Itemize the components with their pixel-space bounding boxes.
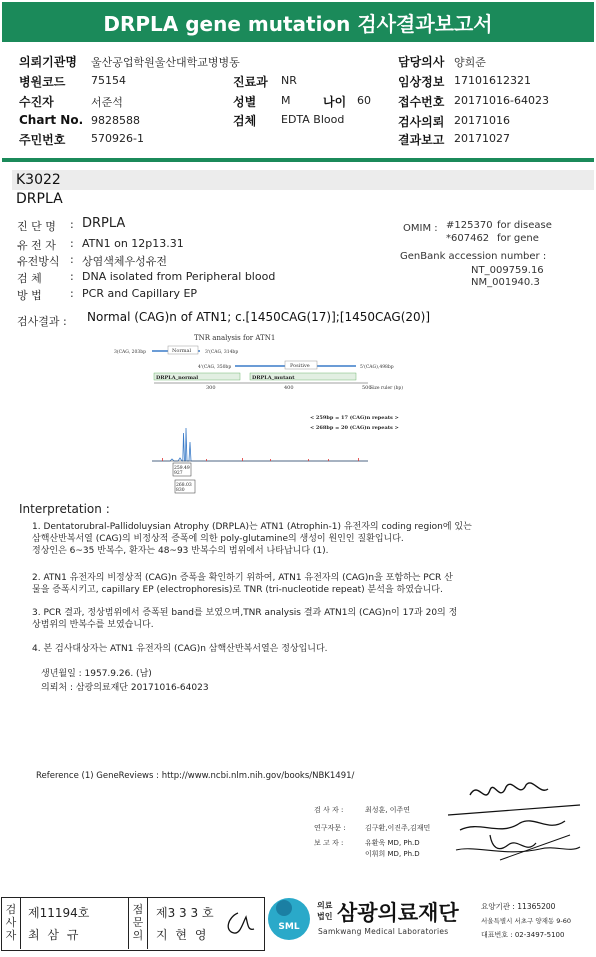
tick-400: 400 <box>284 385 294 391</box>
test-name: DRPLA <box>16 191 63 207</box>
tick-300: 300 <box>206 385 216 391</box>
omim-gene: *607462 <box>446 233 490 244</box>
specimen-value: EDTA Blood <box>281 113 345 126</box>
mode-value: 상염색체우성유전 <box>82 255 168 268</box>
method-label: 방 법 <box>17 289 42 302</box>
interpretation-heading: Interpretation : <box>19 502 110 516</box>
interpretation-p1 <box>32 521 587 557</box>
age-value: 60 <box>357 94 371 107</box>
dept-label: 진료과 <box>233 75 268 89</box>
report-value: 20171027 <box>454 132 510 145</box>
examiner-name: 최 삼 규 <box>28 928 81 942</box>
peak-2-height: 830 <box>176 488 185 493</box>
interp-p1-line2: 삼핵산반복서열 (CAG)의 비정상적 증폭에 의한 poly-glutamine의 생성이 원인인 질환입니다. <box>32 534 404 544</box>
figure-title: TNR analysis for ATN1 <box>194 334 276 342</box>
interp-p1-line3: 정상인은 6~35 반복수, 환자는 48~93 반복수의 범위에서 나타납니다 (1). <box>32 546 329 556</box>
specimen-label: 검체 <box>233 114 257 128</box>
genbank-1: NT_009759.16 <box>471 265 544 276</box>
reference: Reference (1) GeneReviews : http://www.ncbi.nlm.nih.gov/books/NBK1491/ <box>36 771 355 781</box>
patient-label: 수진자 <box>19 95 54 109</box>
mode-label: 유전방식 <box>17 255 60 268</box>
chart-label: Chart No. <box>19 113 84 127</box>
sample-label: 검 체 <box>17 272 42 285</box>
interp-p2-line1: 2. ATN1 유전자의 비정상적 (CAG)n 증폭을 확인하기 위하여, ATN1 유전자의 (CAG)n을 포함하는 PCR 산 <box>32 573 453 583</box>
result-value: Normal (CAG)n of ATN1; c.[1450CAG(17)];[1450CAG(20)] <box>87 310 431 324</box>
interpretation-p4: 4. 본 검사대상자는 ATN1 유전자의 (CAG)n 삼핵산반복서열은 정상입니다. <box>32 644 328 654</box>
researcher-names: 김구환,이진주,김재민 <box>365 824 431 832</box>
peak-2-size: 268.03 <box>176 483 192 488</box>
interp-p3-line2: 상범위의 반복수를 보였습니다. <box>32 620 154 630</box>
section-divider <box>2 158 594 162</box>
genbank-2: NM_001940.3 <box>471 277 540 288</box>
interp-p1-line1: 1. Dentatorubral-Pallidoluysian Atrophy (DRPLA)는 ATN1 (Atrophin-1) 유전자의 coding region에 있는 <box>32 522 472 532</box>
sex-label: 성별 <box>233 95 257 109</box>
normal-bar-label: DRPLA_normal <box>156 375 199 381</box>
org-name: 삼광의료재단 <box>337 901 459 925</box>
institution-label: 의뢰기관명 <box>19 55 77 69</box>
reporter-2: 이휘희 MD, Ph.D <box>365 850 420 858</box>
receipt-label: 접수번호 <box>398 95 445 109</box>
requester: 의뢰처 : 삼광의료재단 20171016-64023 <box>41 683 209 693</box>
examiner-names: 최성훈, 이주연 <box>365 806 411 814</box>
tick-500: 500 <box>362 385 372 391</box>
mid2-label: 4'(CAG, 350bp <box>198 365 232 370</box>
org-prefix-1: 의료 <box>317 901 333 910</box>
institution-value: 울산공업학원울산대학교병병동 <box>91 56 240 69</box>
reporter-1: 유환욱 MD, Ph.D <box>365 839 420 847</box>
omim-disease: #125370 <box>446 220 493 231</box>
examiner-stamp-label: 검사자 <box>5 903 17 942</box>
hospital-code-label: 병원코드 <box>19 75 66 89</box>
tnr-analysis-figure <box>110 330 430 500</box>
left-primer-label: 3(CAG, 203bp <box>114 350 146 355</box>
specialist-signature <box>220 905 258 940</box>
omim-disease-note: for disease <box>497 220 552 231</box>
org-code: 요양기관 : 11365200 <box>481 902 556 911</box>
chart-value: 9828588 <box>91 114 140 127</box>
org-phone: 대표번호 : 02-3497-5100 <box>481 931 565 939</box>
interp-p3-line1: 3. PCR 결과, 정상범위에서 증폭된 band를 보였으며,TNR analysis 결과 ATN1의 (CAG)n이 17과 20의 정 <box>32 608 458 618</box>
examiner-license-no: 제11194호 <box>28 906 90 920</box>
peak-1-size: 259.49 <box>174 466 190 471</box>
positive-label: Positive <box>290 363 310 369</box>
org-prefix-2: 법인 <box>317 912 333 921</box>
sex-value: M <box>281 94 291 107</box>
omim-gene-note: for gene <box>497 233 539 244</box>
right-primer-label: 5'(CAG),498bp <box>360 365 394 370</box>
dept-value: NR <box>281 74 297 87</box>
age-label: 나이 <box>323 95 347 109</box>
birth-date: 생년월일 : 1957.9.26. (남) <box>41 669 152 679</box>
trace-blue <box>152 428 368 461</box>
interp-p2-line2: 물을 증폭시키고, capillary EP (electrophoresis)로 TNR (tri-nucleotide repeat) 분석을 하였습니다. <box>32 585 443 595</box>
repeat-note-1: < 259bp = 17 (CAG)n repeats > <box>310 415 399 421</box>
doctor-value: 양희준 <box>454 56 486 69</box>
peak-1-height: 927 <box>174 471 183 476</box>
mid-primer-label: 3'(CAG, 314bp <box>205 350 239 355</box>
diag-label: 진 단 명 <box>17 220 56 233</box>
report-label: 결과보고 <box>398 133 445 147</box>
specialist-license-no: 제3 3 3 호 <box>156 906 214 920</box>
patient-value: 서준석 <box>91 96 123 109</box>
request-value: 20171016 <box>454 114 510 127</box>
interpretation-p2 <box>32 572 587 596</box>
ruler-label: Size ruler (bp) <box>370 386 403 391</box>
sample-value: DNA isolated from Peripheral blood <box>82 270 276 283</box>
sml-logo-icon: SML <box>268 898 310 940</box>
org-address: 서울특별시 서초구 양재동 9-60 <box>481 917 572 925</box>
reporter-label: 보 고 자 : <box>314 839 344 847</box>
diag-value: DRPLA <box>82 216 126 231</box>
genbank-label: GenBank accession number : <box>400 251 547 262</box>
test-code: K3022 <box>16 172 61 188</box>
repeat-note-2: < 268bp = 20 (CAG)n repeats > <box>310 425 399 431</box>
gene-value: ATN1 on 12p13.31 <box>82 237 184 250</box>
id-value: 570926-1 <box>91 132 144 145</box>
request-label: 검사의뢰 <box>398 115 445 129</box>
hospital-code-value: 75154 <box>91 74 126 87</box>
normal-label: Normal <box>172 348 192 354</box>
clinical-value: 17101612321 <box>454 74 531 87</box>
examiner-label: 검 사 자 : <box>314 806 344 814</box>
specialist-stamp-label: 점문의 <box>132 903 144 942</box>
mutant-bar-label: DRPLA_mutant <box>252 375 295 381</box>
id-label: 주민번호 <box>19 133 66 147</box>
report-title: DRPLA gene mutation 검사결과보고서 <box>2 2 594 42</box>
omim-label: OMIM : <box>403 223 438 234</box>
size-standard-peaks <box>162 458 359 461</box>
receipt-value: 20171016-64023 <box>454 94 549 107</box>
clinical-label: 임상정보 <box>398 75 445 89</box>
specialist-name: 지 현 영 <box>156 928 209 942</box>
result-label: 검사결과 : <box>17 315 67 328</box>
org-english: Samkwang Medical Laboratories <box>318 927 449 936</box>
interpretation-p3 <box>32 607 587 631</box>
method-value: PCR and Capillary EP <box>82 287 198 300</box>
signatures <box>430 775 590 870</box>
test-code-band <box>12 170 594 190</box>
gene-label: 유 전 자 <box>17 239 56 252</box>
researcher-label: 연구자문 : <box>314 824 346 832</box>
doctor-label: 담당의사 <box>398 55 445 69</box>
